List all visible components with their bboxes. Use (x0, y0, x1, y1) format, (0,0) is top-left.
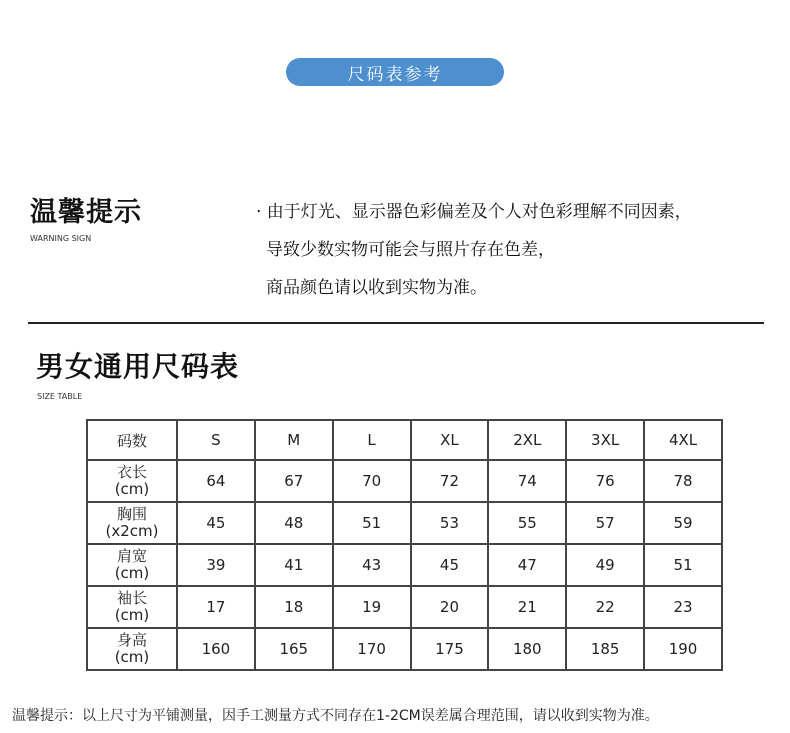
table-cell: 190 (644, 628, 722, 670)
table-cell: 51 (333, 502, 411, 544)
row-label (87, 544, 177, 586)
size-table (86, 419, 723, 671)
row-label-name: 身高 (116, 631, 147, 649)
row-label-unit: (cm) (114, 606, 150, 624)
table-cell: 22 (566, 586, 644, 628)
table-row (87, 502, 722, 544)
table-cell: 74 (488, 460, 566, 502)
row-label-unit: (x2cm) (105, 522, 159, 540)
table-row (87, 586, 722, 628)
table-cell: 17 (177, 586, 255, 628)
table-cell: 165 (255, 628, 333, 670)
table-cell: 57 (566, 502, 644, 544)
size-column-header: 3XL (566, 420, 644, 460)
table-cell: 48 (255, 502, 333, 544)
warning-text (256, 193, 692, 307)
table-cell: 175 (411, 628, 489, 670)
warning-subtitle: WARNING SIGN (30, 234, 92, 243)
row-label (87, 586, 177, 628)
table-cell: 39 (177, 544, 255, 586)
table-cell: 78 (644, 460, 722, 502)
table-cell: 185 (566, 628, 644, 670)
table-cell: 45 (177, 502, 255, 544)
table-cell: 76 (566, 460, 644, 502)
table-cell: 21 (488, 586, 566, 628)
section-divider (28, 322, 764, 324)
warning-line: 导致少数实物可能会与照片存在色差， (266, 240, 555, 260)
table-cell: 170 (333, 628, 411, 670)
size-table-header-row (87, 420, 722, 460)
row-label-name: 胸围 (116, 505, 147, 523)
table-cell: 45 (411, 544, 489, 586)
table-cell: 53 (411, 502, 489, 544)
row-label-unit: (cm) (114, 564, 150, 582)
table-cell: 160 (177, 628, 255, 670)
table-cell: 70 (333, 460, 411, 502)
table-row (87, 628, 722, 670)
size-table-title: 男女通用尺码表 (36, 350, 240, 383)
table-cell: 41 (255, 544, 333, 586)
size-column-header: 4XL (644, 420, 722, 460)
size-chart-reference-badge: 尺码表参考 (286, 58, 504, 86)
size-column-header: L (333, 420, 411, 460)
size-table-subtitle: SIZE TABLE (37, 392, 83, 401)
size-column-header: M (255, 420, 333, 460)
warning-line: 商品颜色请以收到实物为准。 (266, 278, 487, 298)
table-cell: 49 (566, 544, 644, 586)
table-cell: 20 (411, 586, 489, 628)
table-row (87, 544, 722, 586)
size-column-header: XL (411, 420, 489, 460)
row-label (87, 502, 177, 544)
table-cell: 67 (255, 460, 333, 502)
warning-line: · 由于灯光、显示器色彩偏差及个人对色彩理解不同因素， (256, 202, 692, 222)
row-label-name: 肩宽 (116, 547, 147, 565)
measurement-note: 温馨提示：以上尺寸为平铺测量，因手工测量方式不同存在1-2CM误差属合理范围，请以收到实物为准。 (12, 708, 659, 724)
header-label-cell: 码数 (87, 420, 177, 460)
row-label (87, 460, 177, 502)
size-column-header: 2XL (488, 420, 566, 460)
warning-title: 温馨提示 (30, 197, 142, 228)
table-row (87, 460, 722, 502)
table-cell: 19 (333, 586, 411, 628)
row-label-name: 衣长 (116, 463, 147, 481)
table-cell: 64 (177, 460, 255, 502)
row-label (87, 628, 177, 670)
row-label-unit: (cm) (114, 648, 150, 666)
table-cell: 18 (255, 586, 333, 628)
table-cell: 47 (488, 544, 566, 586)
table-cell: 43 (333, 544, 411, 586)
table-cell: 180 (488, 628, 566, 670)
row-label-name: 袖长 (116, 589, 147, 607)
table-cell: 72 (411, 460, 489, 502)
table-cell: 55 (488, 502, 566, 544)
row-label-unit: (cm) (114, 480, 150, 498)
size-column-header: S (177, 420, 255, 460)
table-cell: 59 (644, 502, 722, 544)
table-cell: 23 (644, 586, 722, 628)
table-cell: 51 (644, 544, 722, 586)
